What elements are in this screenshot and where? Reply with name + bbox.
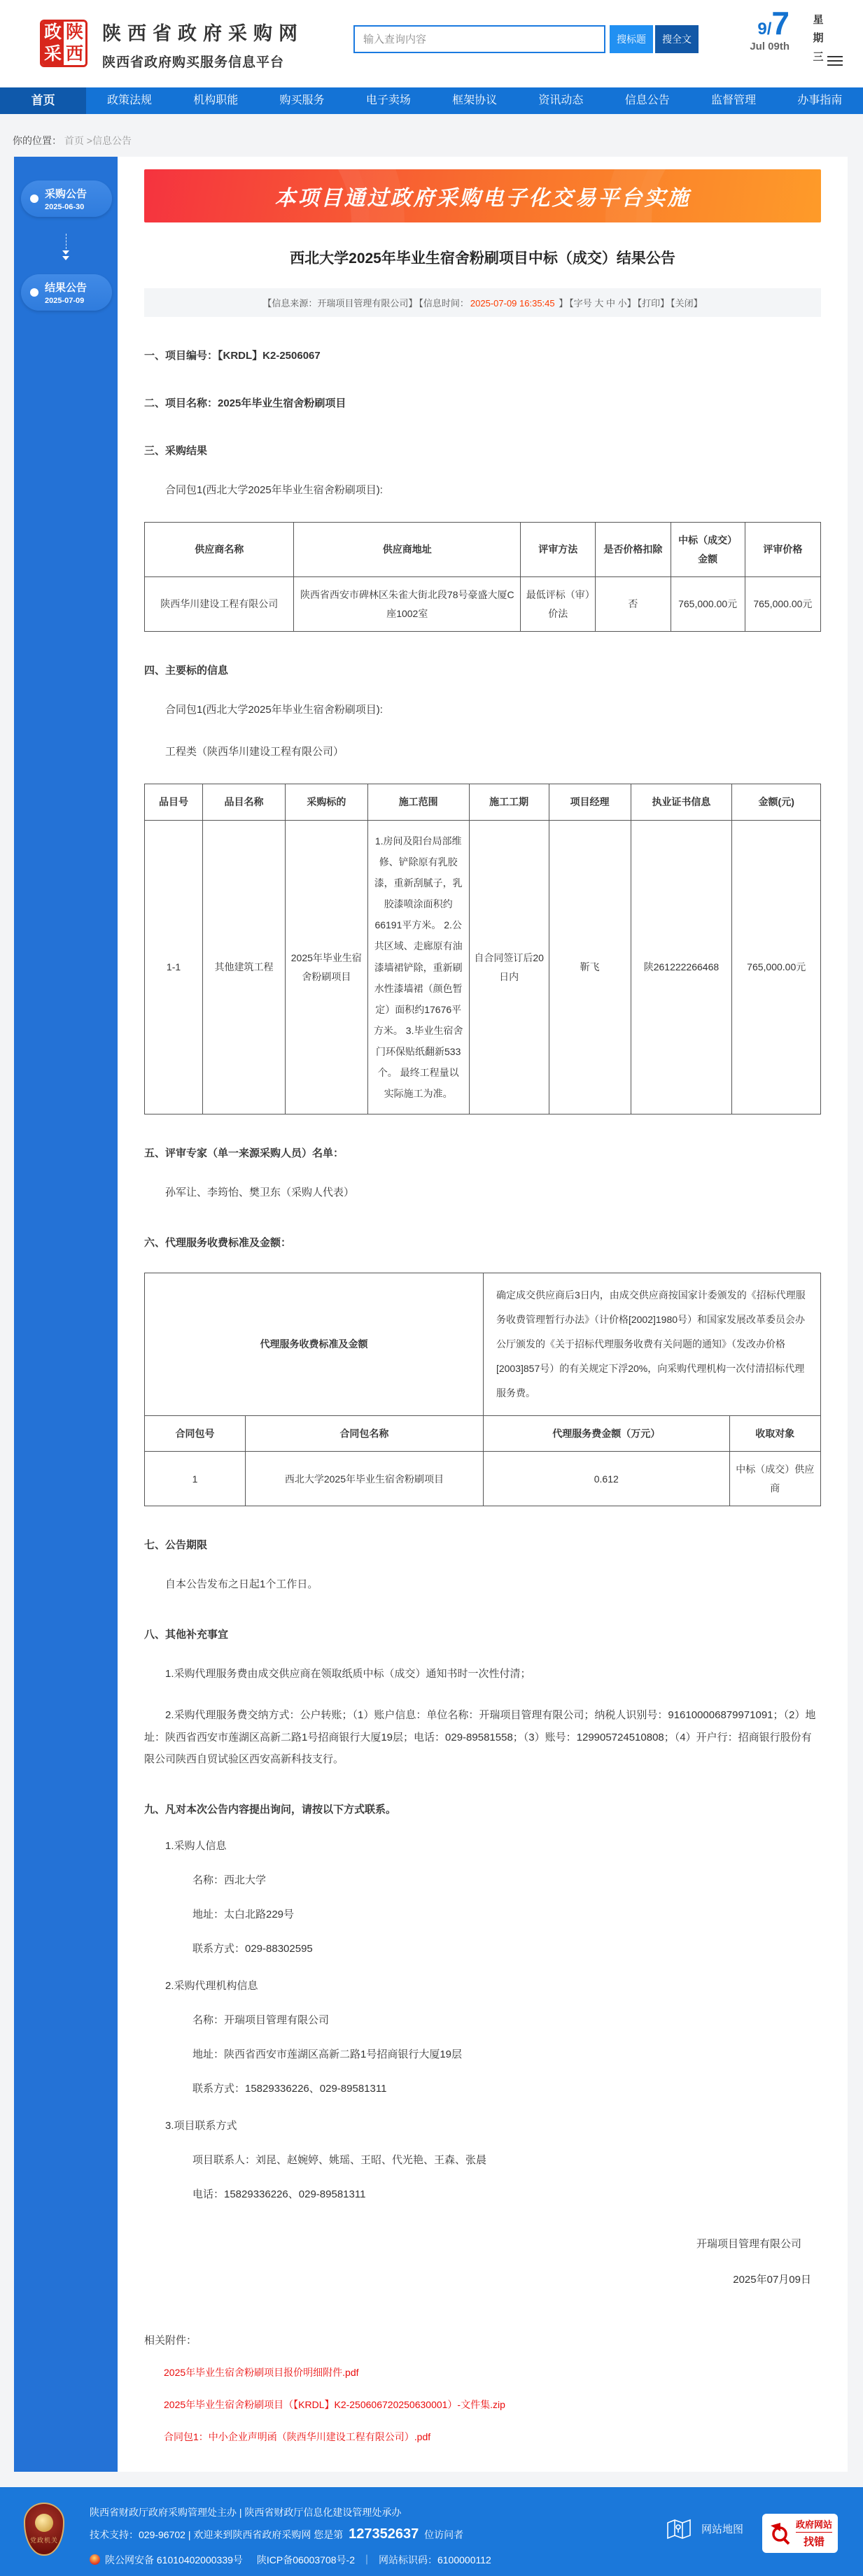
cell-fee-amount: 0.612 bbox=[483, 1452, 729, 1506]
font-size-switcher[interactable]: 【字号 大 中 小】 bbox=[569, 297, 636, 309]
agency-fee-table bbox=[144, 1273, 821, 1507]
col-header-certificate-info: 执业证书信息 bbox=[631, 784, 732, 821]
attachment-link-sme-declaration-pdf[interactable]: 合同包1：中小企业声明函（陕西华川建设工程有限公司）.pdf bbox=[164, 2430, 431, 2442]
site-titles bbox=[102, 18, 304, 71]
announcement-card bbox=[118, 157, 848, 2472]
nav-item-purchase-services[interactable]: 购买服务 bbox=[279, 94, 325, 106]
contact-line: 名称：开瑞项目管理有限公司 bbox=[192, 2014, 330, 2026]
search-box bbox=[353, 25, 699, 53]
section-heading-agency-fee: 六、代理服务收费标准及金额： bbox=[144, 1236, 292, 1249]
expert-names: 孙军让、李筠怡、樊卫东（采购人代表） bbox=[165, 1187, 355, 1199]
col-header-package-name: 合同包名称 bbox=[245, 1415, 483, 1452]
section-heading-result: 三、采购结果 bbox=[144, 444, 208, 457]
footer-support-prefix: 技术支持：029-96702 | 欢迎来到陕西省政府采购网 您是第 bbox=[90, 2528, 344, 2540]
map-icon bbox=[666, 2518, 692, 2540]
col-header-supplier-address: 供应商地址 bbox=[294, 523, 521, 577]
attachment-link-quotation-pdf[interactable]: 2025年毕业生宿舍粉刷项目报价明细附件.pdf bbox=[164, 2366, 359, 2378]
cell-review-method: 最低评标（审）价法 bbox=[521, 577, 596, 632]
section-heading-experts: 五、评审专家（单一来源采购人员）名单： bbox=[144, 1147, 344, 1160]
footer-beian-line bbox=[90, 2553, 491, 2567]
announcement-period-body: 自本公告发布之日起1个工作日。 bbox=[165, 1578, 318, 1591]
search-input[interactable] bbox=[353, 25, 605, 53]
cell-project-manager: 靳飞 bbox=[549, 820, 631, 1114]
table-header-row bbox=[145, 523, 821, 577]
procurement-result-table bbox=[144, 522, 821, 632]
cell-item-number: 1-1 bbox=[145, 820, 203, 1114]
meta-source: 【信息来源：开瑞项目管理有限公司】 bbox=[262, 297, 418, 309]
nav-item-guide[interactable]: 办事指南 bbox=[797, 94, 843, 106]
col-header-review-method: 评审方法 bbox=[521, 523, 596, 577]
bullet-dot-icon bbox=[30, 288, 38, 297]
cell-construction-period: 自合同签订后20日内 bbox=[469, 820, 549, 1114]
sitemap-label: 网站地图 bbox=[701, 2524, 744, 2536]
contact-line: 项目联系人：刘昆、赵婉婷、姚瑶、王昭、代光艳、王森、张晨 bbox=[192, 2153, 487, 2166]
timeline-item-label: 采购公告 bbox=[45, 188, 87, 200]
weekday-label: 星期三 bbox=[813, 14, 824, 63]
breadcrumb-current: >信息公告 bbox=[83, 135, 132, 146]
timeline-item-date: 2025-06-30 bbox=[45, 203, 85, 211]
announcement-timeline bbox=[14, 157, 118, 2472]
nav-item-policies[interactable]: 政策法规 bbox=[106, 94, 152, 106]
cell-award-amount: 765,000.00元 bbox=[671, 577, 745, 632]
site-header bbox=[0, 0, 863, 87]
subject-category: 工程类（陕西华川建设工程有限公司） bbox=[165, 745, 344, 758]
footer-support-suffix: 位访问者 bbox=[424, 2528, 464, 2540]
site-footer bbox=[0, 2487, 863, 2576]
gov-site-error-report-badge[interactable] bbox=[762, 2514, 838, 2553]
col-header-amount: 金额(元) bbox=[732, 784, 821, 821]
subject-detail-table bbox=[144, 784, 821, 1114]
cell-certificate-info: 陕261222266468 bbox=[631, 820, 732, 1114]
badge-label: 党政机关 bbox=[29, 2536, 58, 2544]
col-header-construction-period: 施工工期 bbox=[469, 784, 549, 821]
nav-item-e-mall[interactable]: 电子卖场 bbox=[365, 94, 411, 106]
beian-police-link[interactable]: 陕公网安备 61010402000339号 bbox=[105, 2554, 243, 2566]
logo-char: 政 bbox=[42, 22, 64, 43]
breadcrumb-home-link[interactable]: 首页 bbox=[64, 135, 84, 146]
attachment-link-fileset-zip[interactable]: 2025年毕业生宿舍粉刷项目（【KRDL】K2-250606720250630001）-文件集.zip bbox=[164, 2398, 505, 2410]
footer-separator: ｜ bbox=[361, 2554, 372, 2566]
table-row bbox=[145, 1273, 821, 1415]
cell-agency-fee-label: 代理服务收费标准及金额 bbox=[145, 1273, 484, 1415]
col-header-supplier-name: 供应商名称 bbox=[145, 523, 294, 577]
site-logo-seal-icon bbox=[40, 20, 87, 67]
contact-group-title: 2.采购代理机构信息 bbox=[165, 1979, 258, 1992]
footer-organizer-line: 陕西省财政厅政府采购管理处主办 | 陕西省财政厅信息化建设管理处承办 bbox=[90, 2506, 402, 2518]
section-heading-other-matters: 八、其他补充事宜 bbox=[144, 1628, 229, 1641]
table-row bbox=[145, 820, 821, 1114]
table-header-row bbox=[145, 784, 821, 821]
date-english: Jul 09th bbox=[750, 41, 790, 52]
col-header-price-deduction: 是否价格扣除 bbox=[596, 523, 671, 577]
logo-char: 西 bbox=[64, 43, 85, 65]
section-heading-contacts: 九、凡对本次公告内容提出询问，请按以下方式联系。 bbox=[144, 1803, 397, 1816]
section-project-name: 二、项目名称：2025年毕业生宿舍粉刷项目 bbox=[144, 397, 346, 409]
close-button[interactable]: 【关闭】 bbox=[671, 297, 703, 309]
cell-price-deduction: 否 bbox=[596, 577, 671, 632]
signature-date: 2025年07月09日 bbox=[733, 2273, 811, 2286]
contact-line: 地址：太白北路229号 bbox=[192, 1908, 295, 1920]
error-badge-text bbox=[796, 2517, 832, 2549]
site-code: 网站标识码：6100000112 bbox=[378, 2554, 491, 2566]
nav-item-functions[interactable]: 机构职能 bbox=[193, 94, 239, 106]
cell-procurement-subject: 2025年毕业生宿舍粉刷项目 bbox=[285, 820, 367, 1114]
contact-line: 电话：15829336226、029-89581311 bbox=[192, 2188, 366, 2200]
cell-amount: 765,000.00元 bbox=[732, 820, 821, 1114]
breadcrumb bbox=[0, 114, 863, 157]
bullet-dot-icon bbox=[30, 194, 38, 203]
signature-org: 开瑞项目管理有限公司 bbox=[696, 2237, 801, 2250]
col-header-project-manager: 项目经理 bbox=[549, 784, 631, 821]
section-heading-subject-info: 四、主要标的信息 bbox=[144, 665, 229, 677]
contact-group-title: 1.采购人信息 bbox=[165, 1839, 227, 1852]
cell-construction-scope: 1.房间及阳台局部维修、铲除原有乳胶漆，重新刮腻子，乳胶漆喷涂面积约66191平方米。 2.公共区域、走廊原有油漆墙裙铲除，重新刷水性漆墙裙（颜色暂定）面积约17676平方米。 3.毕业生宿舍门环保贴纸翻新533个。 最终工程量以实际施工为准。 bbox=[367, 820, 469, 1114]
page-title: 西北大学2025年毕业生宿舍粉刷项目中标（成交）结果公告 bbox=[290, 250, 675, 267]
meta-time-suffix: 】 bbox=[556, 297, 568, 309]
col-header-fee-amount: 代理服务费金额（万元） bbox=[483, 1415, 729, 1452]
timeline-item-date: 2025-07-09 bbox=[45, 297, 85, 305]
contact-line: 地址：陕西省西安市莲湖区高新二路1号招商银行大厦19层 bbox=[192, 2048, 463, 2060]
footer-support-line bbox=[90, 2526, 463, 2542]
cell-package-number: 1 bbox=[145, 1452, 246, 1506]
platform-banner bbox=[144, 169, 821, 222]
table-row bbox=[145, 577, 821, 632]
arrow-down-icon bbox=[14, 234, 118, 260]
table-row bbox=[145, 1452, 821, 1506]
hamburger-menu-icon[interactable] bbox=[827, 53, 843, 69]
contract-package-intro: 合同包1(西北大学2025年毕业生宿舍粉刷项目): bbox=[165, 704, 383, 716]
content-wrap bbox=[0, 157, 863, 2472]
other-matters-item: 2.采购代理服务费交纳方式：公户转账；（1）账户信息：单位名称：开瑞项目管理有限公司；纳税人识别号：916100006879971091；（2）地址：陕西省西安市莲湖区高新二路1号招商银行大厦19层；电话：029-89581558；（3）账号：129905724510808；（4）开户行：招商银行股份有限公司陕西自贸试验区西安高新科技支行。 bbox=[144, 1709, 816, 1766]
contact-group-title: 3.项目联系方式 bbox=[165, 2119, 237, 2132]
cell-supplier-address: 陕西省西安市碑林区朱雀大街北段78号豪盛大厦C座1002室 bbox=[294, 577, 521, 632]
attachments-title: 相关附件： bbox=[144, 2334, 197, 2347]
site-title: 陕西省政府采购网 bbox=[102, 23, 304, 44]
cell-package-name: 西北大学2025年毕业生宿舍粉刷项目 bbox=[245, 1452, 483, 1506]
timeline-item-procurement-announcement[interactable] bbox=[21, 181, 112, 217]
print-button[interactable]: 【打印】 bbox=[637, 297, 670, 309]
search-title-button[interactable]: 搜标题 bbox=[610, 25, 653, 53]
col-header-item-name: 品目名称 bbox=[203, 784, 286, 821]
cell-review-price: 765,000.00元 bbox=[745, 577, 820, 632]
breadcrumb-label: 你的位置： bbox=[13, 135, 62, 146]
contact-line: 联系方式：029-88302595 bbox=[192, 1942, 313, 1955]
magnifier-icon bbox=[768, 2521, 792, 2545]
logo-char: 采 bbox=[42, 43, 64, 65]
contract-package-intro: 合同包1(西北大学2025年毕业生宿舍粉刷项目): bbox=[165, 483, 383, 496]
search-fulltext-button[interactable]: 搜全文 bbox=[655, 25, 699, 53]
date-widget bbox=[736, 7, 790, 52]
error-badge-top: 政府网站 bbox=[796, 2517, 832, 2533]
attachments bbox=[144, 2333, 821, 2444]
contact-line: 名称：西北大学 bbox=[192, 1874, 267, 1886]
emblem-icon bbox=[35, 2514, 53, 2532]
banner-text: 本项目通过政府采购电子化交易平台实施 bbox=[274, 187, 691, 210]
col-header-review-price: 评审价格 bbox=[745, 523, 820, 577]
site-subtitle: 陕西省政府购买服务信息平台 bbox=[102, 55, 285, 70]
meta-time: 2025-07-09 16:35:45 bbox=[470, 297, 555, 309]
col-header-award-amount: 中标（成交）金额 bbox=[671, 523, 745, 577]
beian-icp-link[interactable]: 陕ICP备06003708号-2 bbox=[256, 2554, 355, 2566]
cell-item-name: 其他建筑工程 bbox=[203, 820, 286, 1114]
timeline-item-label: 结果公告 bbox=[45, 282, 87, 294]
section-project-number: 一、项目编号：【KRDL】K2-2506067 bbox=[144, 349, 321, 362]
nav-item-supervision[interactable]: 监督管理 bbox=[711, 94, 757, 106]
col-header-item-number: 品目号 bbox=[145, 784, 203, 821]
police-emblem-icon bbox=[90, 2554, 100, 2565]
section-heading-announcement-period: 七、公告期限 bbox=[144, 1539, 208, 1552]
date-day: 7 bbox=[771, 5, 790, 41]
col-header-payer: 收取对象 bbox=[729, 1415, 820, 1452]
main-nav bbox=[0, 87, 863, 114]
nav-item-announcements[interactable]: 信息公告 bbox=[624, 94, 670, 106]
cell-agency-fee-description: 确定成交供应商后3日内，由成交供应商按国家计委颁发的《招标代理服务收费管理暂行办法》（计价格[2002]1980号）和国家发展改革委员会办公厅颁发的《关于招标代理服务收费有关问题的通知》（发改办价格[2003]857号）的有关规定下浮20%，向采购代理机构一次付清招标代理服务费。 bbox=[483, 1273, 820, 1415]
col-header-construction-scope: 施工范围 bbox=[367, 784, 469, 821]
table-header-row bbox=[145, 1415, 821, 1452]
meta-time-label: 【信息时间： bbox=[419, 297, 469, 309]
other-matters-item: 1.采购代理服务费由成交供应商在领取纸质中标（成交）通知书时一次性付清； bbox=[165, 1667, 531, 1680]
col-header-package-number: 合同包号 bbox=[145, 1415, 246, 1452]
cell-supplier-name: 陕西华川建设工程有限公司 bbox=[145, 577, 294, 632]
visitor-count: 127352637 bbox=[349, 2526, 419, 2542]
timeline-item-result-announcement[interactable] bbox=[21, 274, 112, 311]
nav-item-news[interactable]: 资讯动态 bbox=[538, 94, 584, 106]
nav-item-framework[interactable]: 框架协议 bbox=[452, 94, 498, 106]
col-header-procurement-subject: 采购标的 bbox=[285, 784, 367, 821]
logo-char: 陕 bbox=[64, 22, 85, 43]
error-badge-bottom: 找错 bbox=[803, 2536, 825, 2549]
sitemap-link[interactable] bbox=[666, 2518, 743, 2540]
meta-bar bbox=[144, 288, 821, 317]
party-government-badge-icon bbox=[24, 2503, 64, 2556]
nav-item-home[interactable]: 首页 bbox=[0, 87, 86, 114]
contact-line: 联系方式：15829336226、029-89581311 bbox=[192, 2082, 387, 2095]
date-month: 9/ bbox=[757, 20, 772, 38]
cell-payer: 中标（成交）供应商 bbox=[729, 1452, 820, 1506]
